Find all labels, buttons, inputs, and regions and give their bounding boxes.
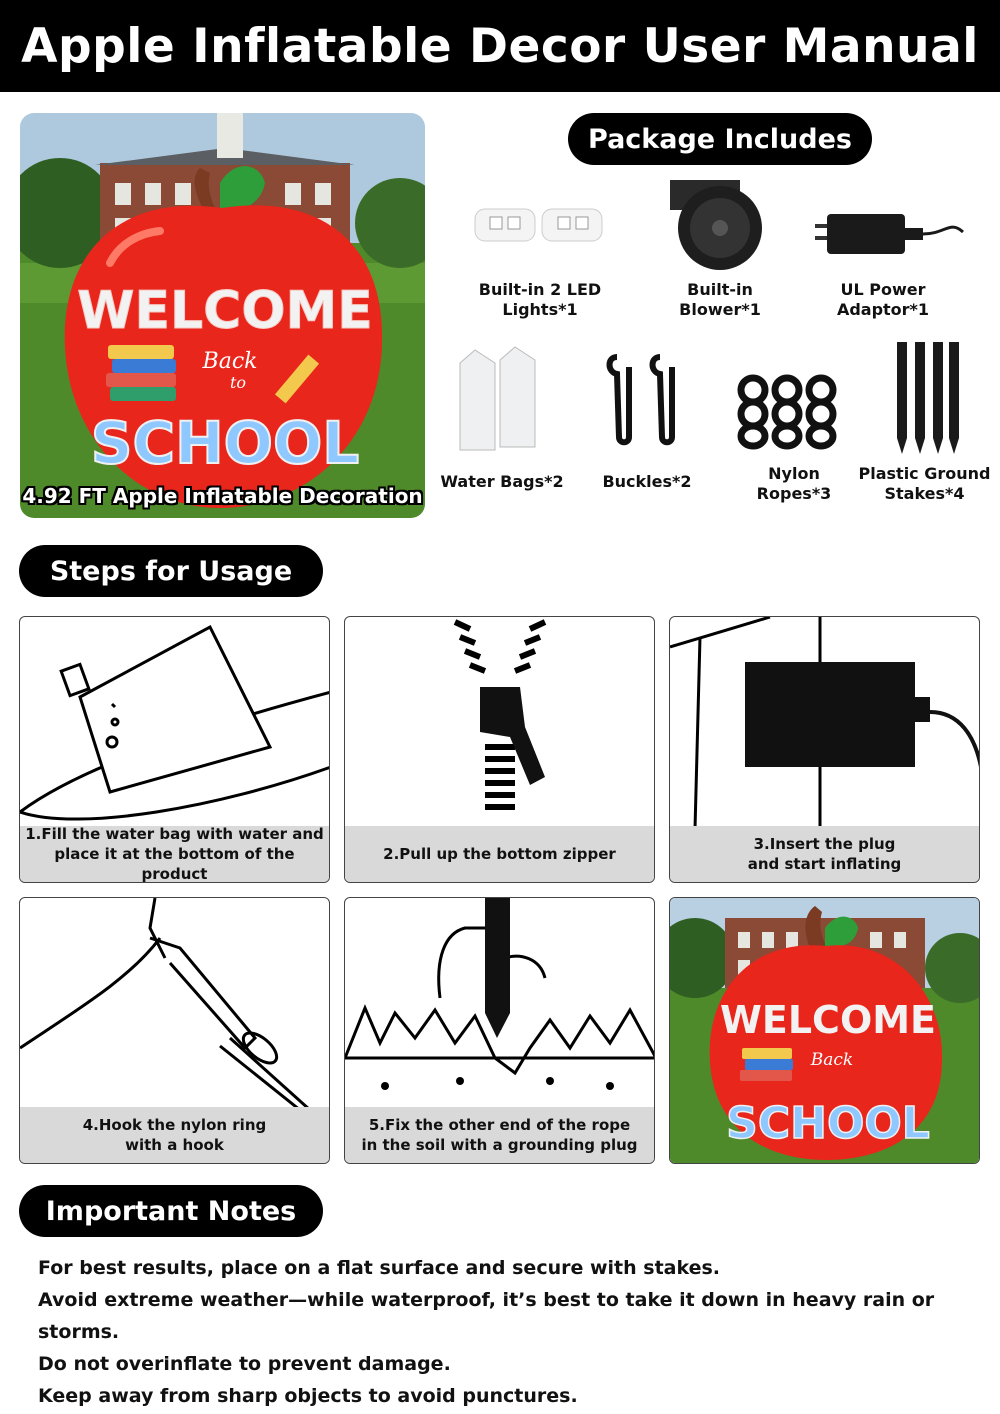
page-header — [0, 0, 1000, 92]
rope-icon — [733, 370, 843, 450]
zipper-icon — [345, 617, 655, 829]
step-3-card — [669, 616, 980, 883]
package-item-blower: Built-in Blower*1 — [679, 280, 761, 319]
apple-scene-illustration — [20, 113, 425, 518]
step-1-card — [19, 616, 330, 883]
photo-back-text: Back — [810, 1050, 854, 1070]
package-item-water-bags: Water Bags*2 — [440, 472, 564, 491]
step-2-card — [344, 616, 655, 883]
notes-list — [38, 1252, 1000, 1412]
step-5-caption: 5.Fix the other end of the rope in the soil with a grounding plug — [345, 1107, 654, 1163]
inflated-apple-photo — [670, 898, 980, 1164]
hero-image — [20, 113, 425, 518]
package-item-nylon-ropes: Nylon Ropes*3 — [756, 464, 832, 503]
step-2-caption: 2.Pull up the bottom zipper — [345, 826, 654, 882]
water-bag-step-icon — [20, 617, 330, 829]
note-line: Do not overinflate to prevent damage. — [38, 1353, 451, 1375]
step-4-caption: 4.Hook the nylon ring with a hook — [20, 1107, 329, 1163]
plug-icon — [670, 617, 980, 829]
step-3-caption: 3.Insert the plug and start inflating — [670, 826, 979, 882]
hero-caption: 4.92 FT Apple Inflatable Decoration — [22, 484, 423, 508]
apple-to-text: to — [229, 373, 247, 392]
important-notes-heading: Important Notes — [19, 1185, 323, 1237]
step-5-card — [344, 897, 655, 1164]
photo-welcome-text: WELCOME — [719, 998, 937, 1042]
package-includes-heading: Package Includes — [568, 113, 872, 165]
note-line: Avoid extreme weather—while waterproof, it’s best to take it down in heavy rain or storms. — [38, 1289, 935, 1343]
led-lights-icon — [470, 205, 610, 247]
step-6-photo-card — [669, 897, 980, 1164]
stake-icon — [893, 338, 963, 456]
package-item-power-adaptor: UL Power Adaptor*1 — [836, 280, 930, 319]
steps-heading: Steps for Usage — [19, 545, 323, 597]
photo-school-text: SCHOOL — [726, 1098, 930, 1149]
step-1-caption: 1.Fill the water bag with water and place it at the bottom of the product — [20, 826, 329, 882]
water-bag-icon — [455, 345, 550, 455]
package-item-led-lights: Built-in 2 LED Lights*1 — [478, 280, 602, 319]
books-icon — [106, 345, 176, 401]
note-line: For best results, place on a flat surface and secure with stakes. — [38, 1257, 721, 1279]
package-item-buckles: Buckles*2 — [602, 472, 692, 491]
note-line: Keep away from sharp objects to avoid punctures. — [38, 1385, 578, 1407]
step-4-card — [19, 897, 330, 1164]
page-title: Apple Inflatable Decor User Manual — [21, 18, 979, 74]
hook-icon — [20, 898, 330, 1110]
package-item-ground-stakes: Plastic Ground Stakes*4 — [858, 464, 991, 503]
blower-icon — [665, 178, 775, 273]
apple-welcome-text: WELCOME — [77, 281, 373, 341]
apple-school-text: SCHOOL — [90, 409, 360, 477]
apple-back-text: Back — [202, 349, 258, 374]
ground-stake-step-icon — [345, 898, 655, 1110]
power-adaptor-icon — [815, 210, 965, 260]
buckle-icon — [605, 352, 690, 447]
